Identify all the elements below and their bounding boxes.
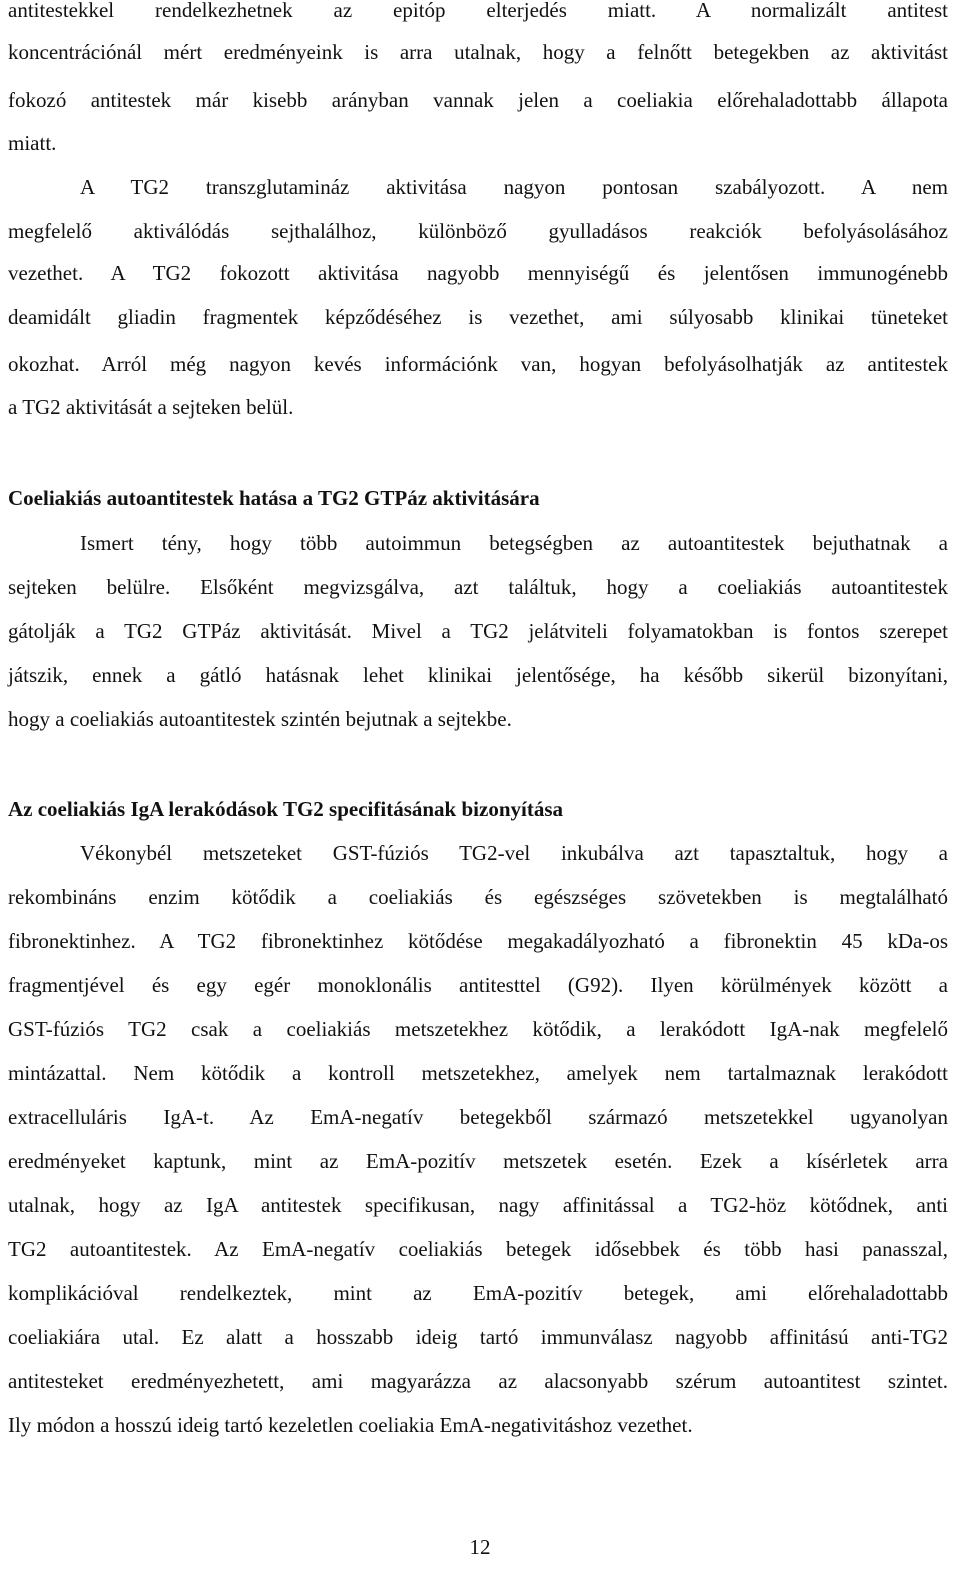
page-number: 12 bbox=[469, 1535, 491, 1559]
body-text-line: extracelluláris IgA-t. Az EmA-negatív betegekből származó metszetekkel ugyanolyan bbox=[8, 1105, 948, 1129]
body-text-line: fragmentjével és egy egér monoklonális antitesttel (G92). Ilyen körülmények között a bbox=[8, 973, 948, 997]
body-text-line: fokozó antitestek már kisebb arányban vannak jelen a coeliakia előrehaladottabb állapota bbox=[8, 88, 948, 112]
section-heading: Coeliakiás autoantitestek hatása a TG2 GTPáz aktivitására bbox=[8, 486, 540, 510]
body-text-line: GST-fúziós TG2 csak a coeliakiás metszetekhez kötődik, a lerakódott IgA-nak megfelelő bbox=[8, 1017, 948, 1041]
body-text-line: Ily módon a hosszú ideig tartó kezeletlen coeliakia EmA-negativitáshoz vezethet. bbox=[8, 1413, 693, 1437]
body-text-line: miatt. bbox=[8, 131, 57, 155]
body-text-line: mintázattal. Nem kötődik a kontroll metszetekhez, amelyek nem tartalmaznak lerakódott bbox=[8, 1061, 948, 1085]
body-text-line: antitesteket eredményezhetett, ami magyarázza az alacsonyabb szérum autoantitest szintet. bbox=[8, 1369, 948, 1393]
body-text-line: hogy a coeliakiás autoantitestek szintén bejutnak a sejtekbe. bbox=[8, 707, 512, 731]
body-text-line: antitestekkel rendelkezhetnek az epitóp elterjedés miatt. A normalizált antitest bbox=[8, 0, 948, 22]
section-heading: Az coeliakiás IgA lerakódások TG2 specifitásának bizonyítása bbox=[8, 797, 564, 821]
body-text-line: Ismert tény, hogy több autoimmun betegségben az autoantitestek bejuthatnak a bbox=[80, 531, 948, 555]
body-text-line: coeliakiára utal. Ez alatt a hosszabb ideig tartó immunválasz nagyobb affinitású anti-TG2 bbox=[8, 1325, 948, 1349]
body-text-line: komplikációval rendelkeztek, mint az EmA-pozitív betegek, ami előrehaladottabb bbox=[8, 1281, 948, 1305]
body-text-line: okozhat. Arról még nagyon kevés információnk van, hogyan befolyásolhatják az antitestek bbox=[8, 352, 948, 376]
body-text-line: megfelelő aktiválódás sejthalálhoz, különböző gyulladásos reakciók befolyásolásához bbox=[8, 219, 948, 243]
body-text-line: rekombináns enzim kötődik a coeliakiás és egészséges szövetekben is megtalálható bbox=[8, 885, 948, 909]
body-text-line: vezethet. A TG2 fokozott aktivitása nagyobb mennyiségű és jelentősen immunogénebb bbox=[8, 261, 948, 285]
body-text-line: a TG2 aktivitását a sejteken belül. bbox=[8, 395, 294, 419]
body-text-line: A TG2 transzglutamináz aktivitása nagyon pontosan szabályozott. A nem bbox=[80, 175, 948, 199]
body-text-line: TG2 autoantitestek. Az EmA-negatív coeliakiás betegek idősebbek és több hasi panasszal, bbox=[8, 1237, 948, 1261]
body-text-line: sejteken belülre. Elsőként megvizsgálva, azt találtuk, hogy a coeliakiás autoantitestek bbox=[8, 575, 948, 599]
body-text-line: eredményeket kaptunk, mint az EmA-pozitív metszetek esetén. Ezek a kísérletek arra bbox=[8, 1149, 948, 1173]
body-text-line: gátolják a TG2 GTPáz aktivitását. Mivel a TG2 jelátviteli folyamatokban is fontos szerepet bbox=[8, 619, 948, 643]
body-text-line: utalnak, hogy az IgA antitestek specifikusan, nagy affinitással a TG2-höz kötődnek, anti bbox=[8, 1193, 948, 1217]
body-text-line: fibronektinhez. A TG2 fibronektinhez kötődése megakadályozható a fibronektin 45 kDa-os bbox=[8, 929, 948, 953]
body-text-line: deamidált gliadin fragmentek képződéséhez is vezethet, ami súlyosabb klinikai tüneteket bbox=[8, 305, 948, 329]
body-text-line: játszik, ennek a gátló hatásnak lehet klinikai jelentősége, ha később sikerül bizonyítani, bbox=[8, 663, 948, 687]
body-text-line: koncentrációnál mért eredményeink is arra utalnak, hogy a felnőtt betegekben az aktivitást bbox=[8, 40, 948, 64]
body-text-line: Vékonybél metszeteket GST-fúziós TG2-vel inkubálva azt tapasztaltuk, hogy a bbox=[80, 841, 948, 865]
